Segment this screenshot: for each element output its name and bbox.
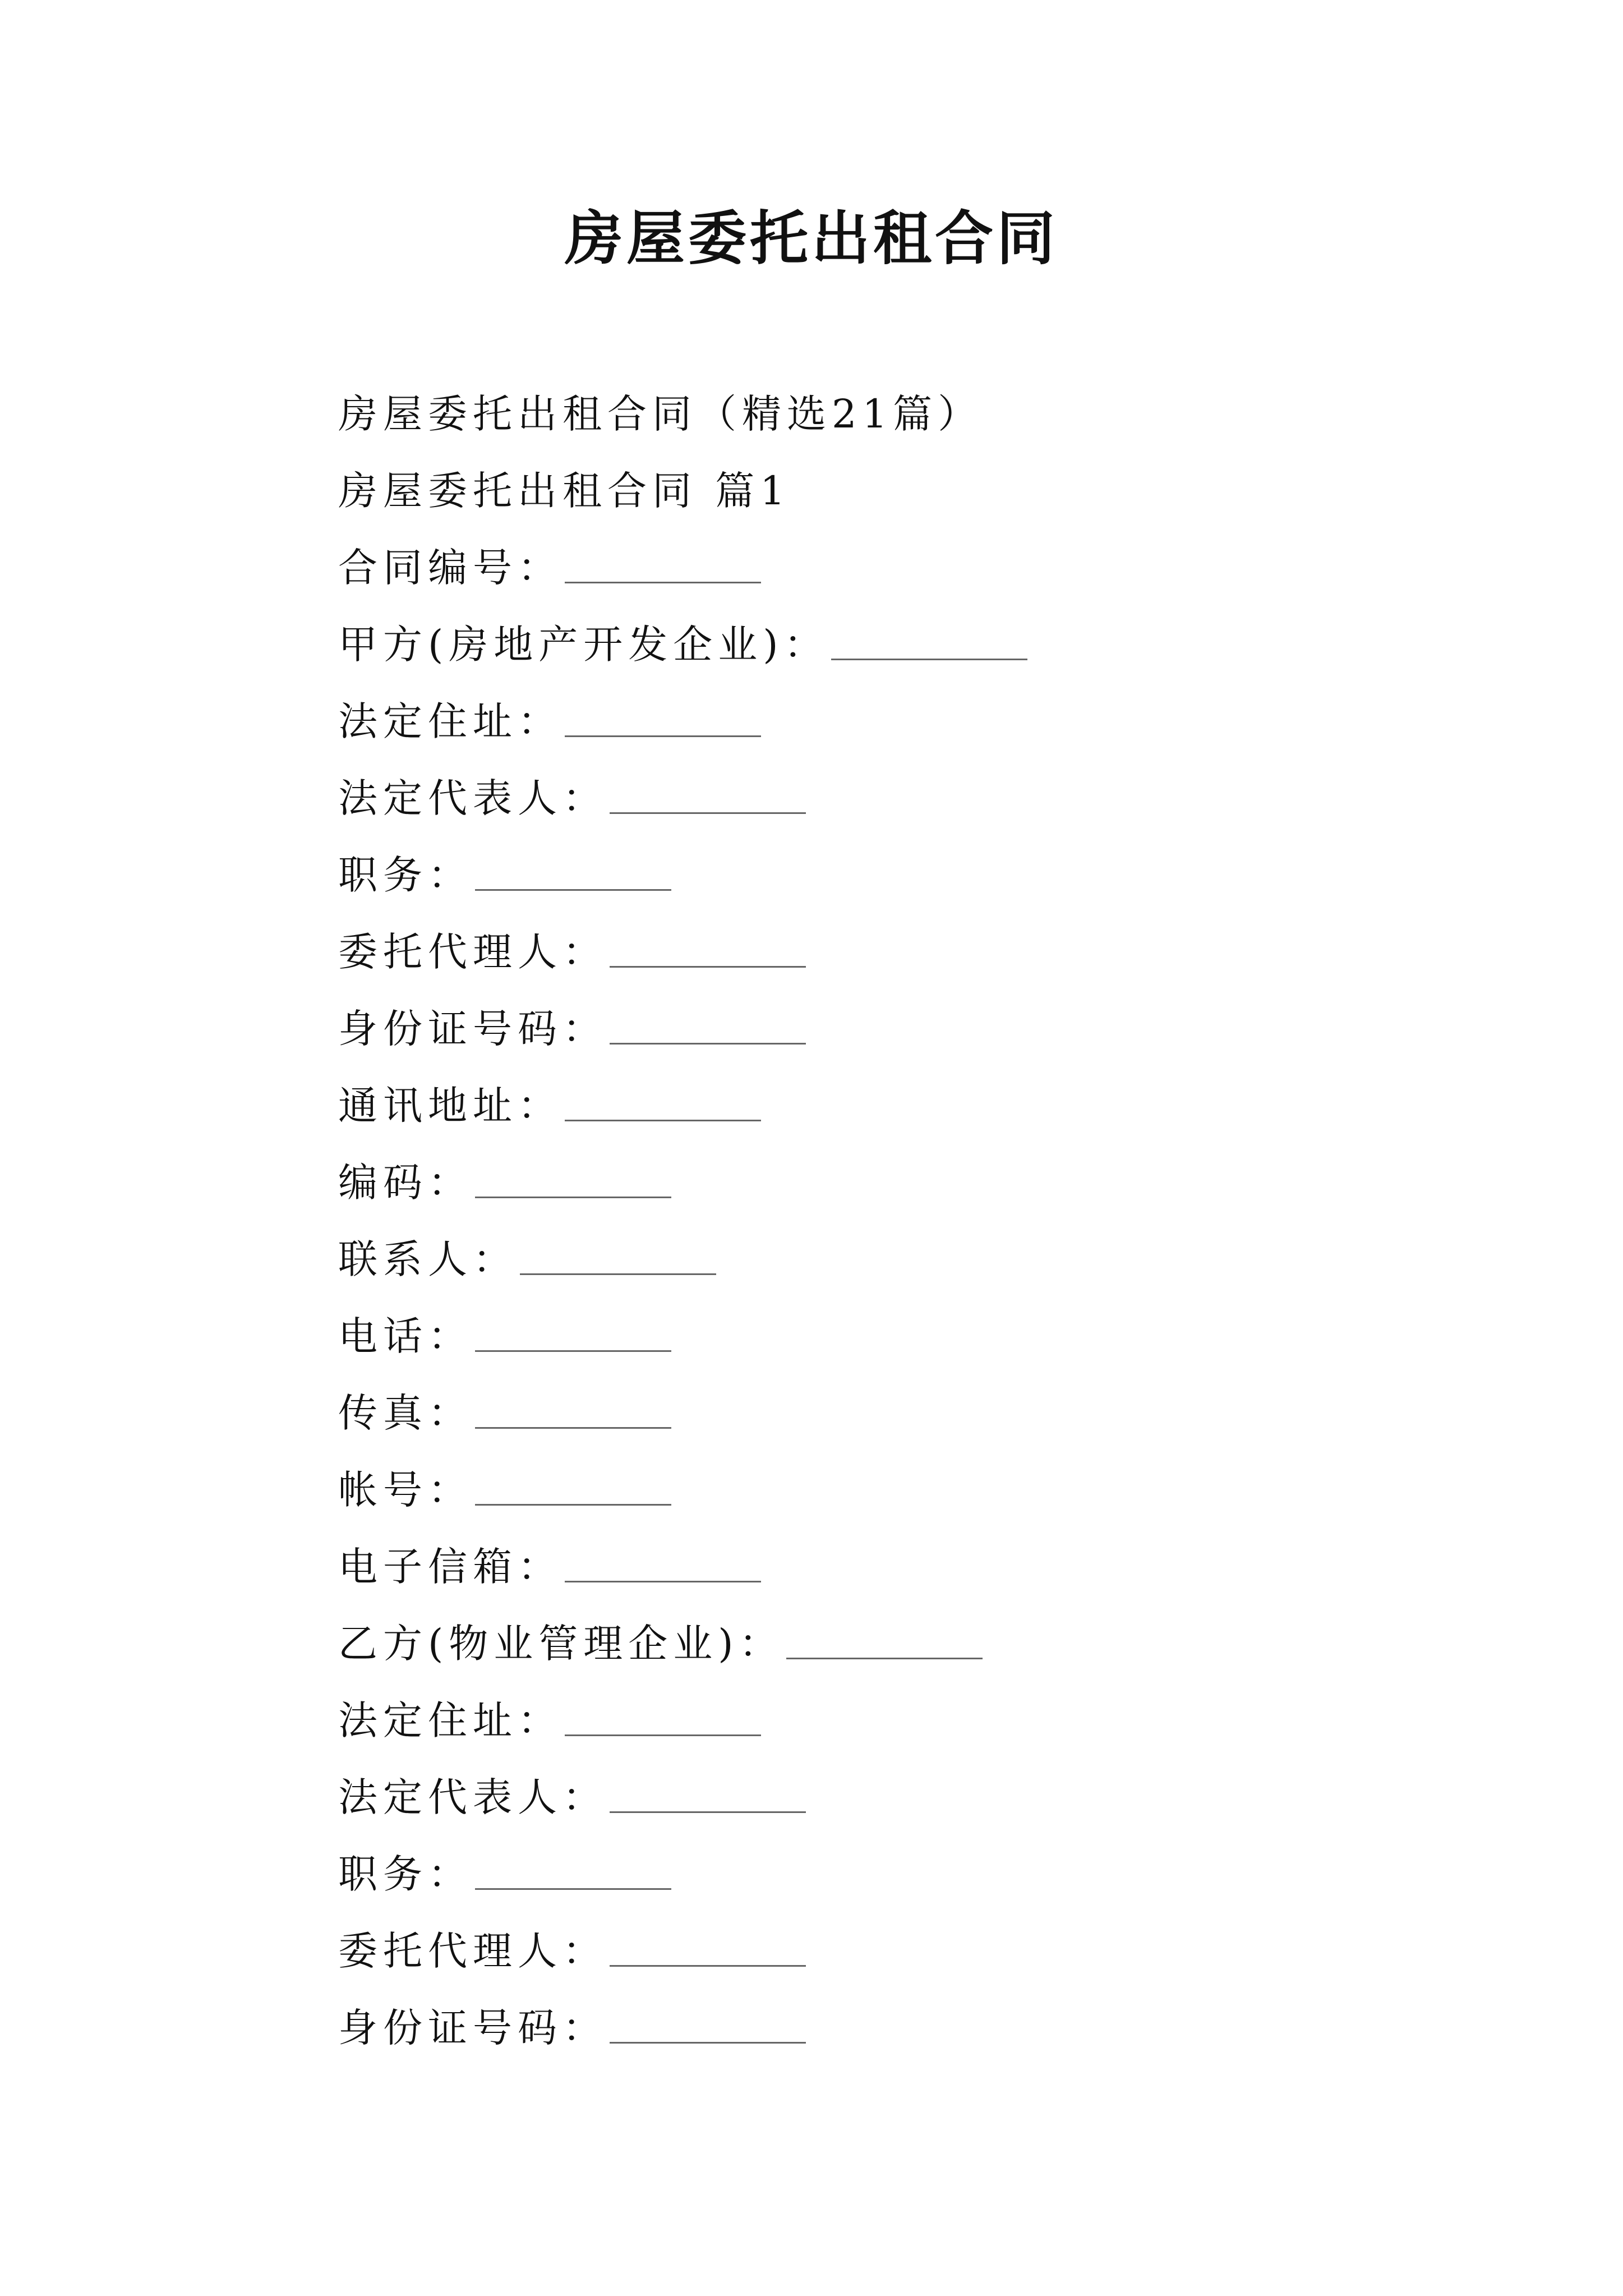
fill-in-blank bbox=[565, 548, 761, 583]
field-label: 通讯地址： bbox=[338, 1083, 562, 1129]
fill-in-blank bbox=[565, 702, 761, 737]
field-label: 法定代表人： bbox=[338, 1774, 607, 1820]
field-party-a-phone bbox=[338, 1298, 1516, 1375]
field-label: 法定住址： bbox=[338, 698, 562, 744]
field-party-a-contact bbox=[338, 1221, 1516, 1298]
field-label: 身份证号码： bbox=[338, 2005, 607, 2051]
fill-in-blank bbox=[610, 932, 806, 968]
field-label: 法定住址： bbox=[338, 1697, 562, 1743]
fill-in-blank bbox=[475, 1163, 671, 1198]
field-label: 传真： bbox=[338, 1390, 473, 1436]
field-party-a-id-number bbox=[338, 991, 1516, 1068]
fill-in-blank bbox=[565, 1547, 761, 1582]
document-body bbox=[338, 376, 1516, 2067]
document-title: 房屋委托出租合同 bbox=[564, 204, 1058, 273]
fill-in-blank bbox=[475, 1855, 671, 1890]
field-label: 委托代理人： bbox=[338, 1928, 607, 1974]
fill-in-blank bbox=[475, 1470, 671, 1506]
field-party-b-address bbox=[338, 1682, 1516, 1759]
field-party-b-position bbox=[338, 1836, 1516, 1913]
section-heading bbox=[338, 453, 1516, 530]
field-party-b-id-number bbox=[338, 1990, 1516, 2067]
field-party-a-mailing-address bbox=[338, 1068, 1516, 1144]
fill-in-blank bbox=[475, 1393, 671, 1429]
field-party-a-agent bbox=[338, 914, 1516, 991]
field-party-a-email bbox=[338, 1529, 1516, 1605]
field-label: 帐号： bbox=[338, 1467, 473, 1513]
fill-in-blank bbox=[786, 1624, 983, 1659]
field-label: 乙方(物业管理企业)： bbox=[338, 1621, 784, 1667]
fill-in-blank bbox=[831, 625, 1027, 660]
field-label: 委托代理人： bbox=[338, 929, 607, 975]
field-party-b bbox=[338, 1605, 1516, 1682]
subtitle-text: 房屋委托出租合同（精选21篇） bbox=[338, 391, 983, 437]
fill-in-blank bbox=[565, 1086, 761, 1121]
field-party-b-agent bbox=[338, 1913, 1516, 1990]
field-party-a-postcode bbox=[338, 1144, 1516, 1221]
field-label: 职务： bbox=[338, 852, 473, 898]
field-label: 电子信箱： bbox=[338, 1544, 562, 1590]
field-party-a-fax bbox=[338, 1375, 1516, 1452]
fill-in-blank bbox=[565, 1701, 761, 1736]
field-label: 联系人： bbox=[338, 1236, 518, 1282]
field-party-a-account bbox=[338, 1452, 1516, 1529]
fill-in-blank bbox=[610, 1778, 806, 1813]
fill-in-blank bbox=[475, 855, 671, 891]
field-party-a-position bbox=[338, 837, 1516, 914]
field-party-a-address bbox=[338, 683, 1516, 760]
field-label: 身份证号码： bbox=[338, 1006, 607, 1052]
field-label: 编码： bbox=[338, 1159, 473, 1205]
section-heading-text: 房屋委托出租合同 篇1 bbox=[338, 468, 791, 514]
field-party-b-representative bbox=[338, 1759, 1516, 1836]
field-label: 法定代表人： bbox=[338, 775, 607, 821]
field-label: 甲方(房地产开发企业)： bbox=[338, 622, 829, 668]
field-party-a-representative bbox=[338, 760, 1516, 837]
fill-in-blank bbox=[610, 1931, 806, 1967]
fill-in-blank bbox=[475, 1317, 671, 1352]
document-subtitle bbox=[338, 376, 1516, 453]
field-label: 合同编号： bbox=[338, 545, 562, 591]
field-label: 电话： bbox=[338, 1313, 473, 1359]
fill-in-blank bbox=[610, 779, 806, 814]
fill-in-blank bbox=[610, 1009, 806, 1045]
field-party-a bbox=[338, 606, 1516, 683]
fill-in-blank bbox=[610, 2008, 806, 2044]
fill-in-blank bbox=[520, 1240, 716, 1275]
field-label: 职务： bbox=[338, 1851, 473, 1897]
field-contract-number bbox=[338, 530, 1516, 606]
